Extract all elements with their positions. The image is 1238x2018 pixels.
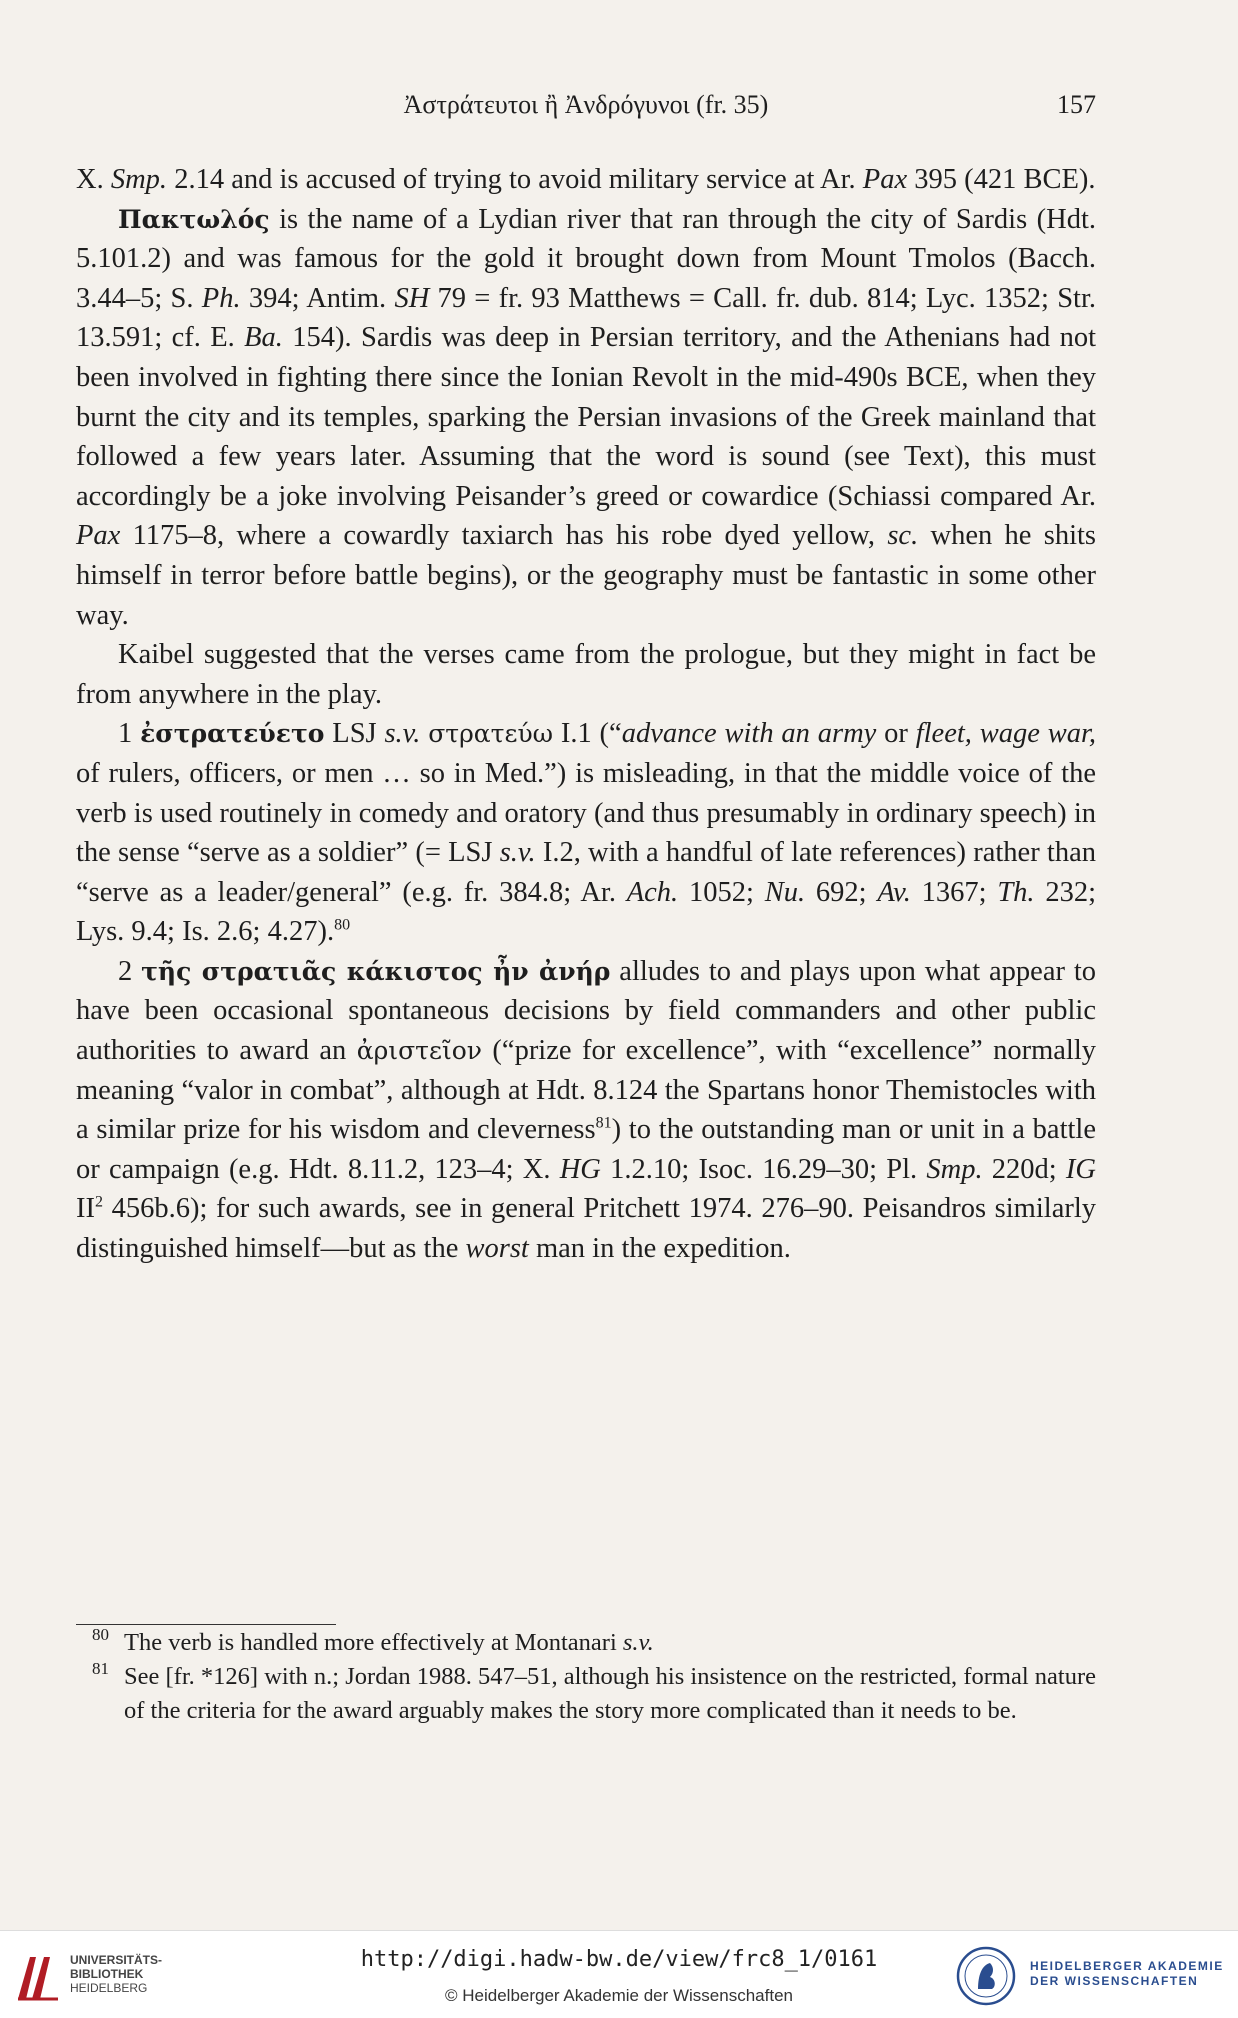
footnote-80 [76, 1626, 1096, 1660]
paragraph-continuation: X. Smp. 2.14 and is accused of trying to avoid military service at Ar. Pax 395 (421 BCE). [76, 164, 1096, 195]
permalink-url[interactable]: http://digi.hadw-bw.de/view/frc8_1/0161 [360, 1947, 878, 1972]
italic-text: IG [1065, 1153, 1096, 1185]
footnote-number: 80 [92, 1625, 109, 1644]
italic-text: fleet, wage war, [915, 718, 1097, 750]
italic-text: Pax [76, 520, 121, 552]
footnote-reference: 2 [94, 1193, 103, 1211]
italic-text: Av. [877, 876, 911, 908]
greek-lemma: Πακτωλός [118, 204, 270, 234]
university-library-name: UNIVERSITÄTS- BIBLIOTHEK HEIDELBERG [70, 1953, 163, 1995]
footnote-reference: 81 [595, 1114, 612, 1132]
paragraph-paktolos: Πακτωλός is the name of a Lydian river that ran through the city of Sardis (Hdt. 5.101.2) and was famous for the gold it brought down from Mount Tmolos (Bacch. 3.44–5; S. Ph. 394; Antim. SH 79 = fr. 93 Matthews = Call. fr. dub. 814; Lyc. 1352; Str. 13.591; cf. E. Ba. 154). Sardis was deep in Persian territory, and the Athenians had not been involved in fighting there since the Ionian Revolt in the mid-490s BCE, when they burnt the city and its temples, sparking the Persian invasions of the Greek mainland that followed a few years later. Assuming that the word is sound (see Text), this must accordingly be a joke involving Peisander’s greed or cowardice (Schiassi compared Ar. Pax 1175–8, where a cowardly taxiarch has his robe dyed yellow, sc. when he shits himself in terror before battle begins), or the geography must be fantastic in some other way. [76, 203, 1097, 631]
footnote-text: The verb is handled more effectively at Montanari s.v. [124, 1629, 654, 1656]
italic-text: worst [465, 1233, 529, 1265]
italic-text: s.v. [499, 837, 536, 869]
italic-text: Nu. [764, 876, 806, 908]
greek-word: στρατεύω [428, 719, 554, 749]
footnote-81 [76, 1660, 1096, 1728]
footnote-number: 81 [92, 1659, 109, 1678]
italic-text: s.v. [622, 1629, 654, 1656]
commentary-line-2: 2 τῆς στρατιᾶς κάκιστος ἦν ἀνήρ alludes to and plays upon what appear to have been occasional spontaneous decisions by field commanders and other public authorities to award an ἀριστεῖον (“prize for excellence”, with “excellence” normally meaning “valor in combat”, although at Hdt. 8.124 the Spartans honor Themistocles with a similar prize for his wisdom and cleverness$^{81}$) to the outstanding man or unit in a battle or campaign (e.g. Hdt. 8.11.2, 123–4; X. HG 1.2.10; Isoc. 16.29–30; Pl. Smp. 220d; IG $II^2$ 456b.6); for such awards, see in general Pritchett 1974. 276–90. Peisandros similarly distinguished himself—but as the worst man in the expedition. [76, 955, 1097, 1265]
italic-text: Ph. [201, 282, 241, 314]
italic-text: advance with an army [621, 718, 877, 750]
italic-text: SH [394, 282, 430, 314]
academy-seal-icon [956, 1945, 1016, 2007]
italic-text: HG [559, 1153, 601, 1185]
italic-text: Smp. [926, 1153, 983, 1185]
running-title: Ἀστράτευτοι ἢ Ἀνδρόγυνοι (fr. 35) [403, 90, 769, 119]
italic-text: s.v. [384, 718, 421, 750]
greek-lemma: τῆς στρατιᾶς κάκιστος ἦν ἀνήρ [141, 956, 611, 986]
page-number: 157 [1057, 90, 1096, 119]
copyright-notice: © Heidelberger Akademie der Wissenschaften [445, 1986, 793, 2005]
footnote-divider [76, 1624, 336, 1625]
body-text [76, 160, 1096, 1269]
footnote-text: See [fr. *126] with n.; Jordan 1988. 547–51, although his insistence on the restricted, formal nature of the criteria for the award arguably makes the story more complicated than it needs to be. [124, 1663, 1096, 1724]
greek-word: ἀριστεῖον [356, 1036, 482, 1066]
footnotes [76, 1626, 1096, 1728]
paragraph-kaibel: Kaibel suggested that the verses came from the prologue, but they might in fact be from anywhere in the play. [76, 639, 1096, 710]
viewer-footer [0, 1930, 1238, 2018]
academy-name: HEIDELBERGER AKADEMIE DER WISSENSCHAFTEN [1030, 1959, 1224, 1988]
commentary-line-1: 1 ἐστρατεύετο LSJ s.v. στρατεύω I.1 (“advance with an army or fleet, wage war, of rulers, officers, or men … so in Med.”) is misleading, in that the middle voice of the verb is used routinely in comedy and oratory (and thus presumably in ordinary speech) in the sense “serve as a soldier” (= LSJ s.v. I.2, with a handful of late references) rather than “serve as a leader/general” (e.g. fr. 384.8; Ar. Ach. 1052; Nu. 692; Av. 1367; Th. 232; Lys. 9.4; Is. 2.6; 4.27).$^{80}$ [76, 718, 1097, 948]
italic-text: Ach. [626, 876, 679, 908]
greek-lemma: ἐστρατεύετο [140, 719, 325, 749]
italic-text: Smp. [110, 164, 168, 195]
italic-text: Ba. [244, 322, 283, 354]
italic-text: Th. [997, 876, 1035, 908]
footnote-reference: 80 [334, 916, 351, 934]
italic-text: Pax [862, 164, 908, 195]
italic-text: sc. [887, 520, 919, 552]
